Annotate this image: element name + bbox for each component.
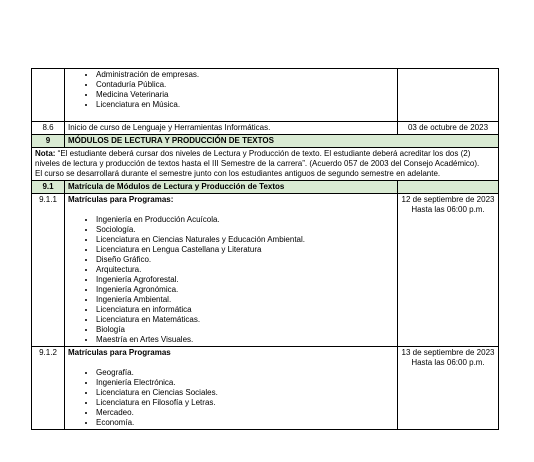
subsection-header-row	[32, 181, 499, 194]
list-heading: Matrículas para Programas	[68, 348, 171, 357]
list-item: • Licenciatura en Filosofía y Letras.	[96, 398, 394, 408]
list-item: • Medicina Veterinaria	[96, 90, 394, 100]
program-list-cell	[65, 347, 398, 430]
list-item: • Licenciatura en Matemáticas.	[96, 315, 394, 325]
list-item: • Sociología.	[96, 225, 394, 235]
deadline-time: Hasta las 06:00 p.m.	[411, 358, 485, 367]
table-row	[32, 69, 499, 122]
list-item: • Diseño Gráfico.	[96, 255, 394, 265]
table-row	[32, 194, 499, 347]
deadline-date: 12 de septiembre de 2023	[401, 195, 495, 204]
row-number: 8.6	[32, 122, 65, 135]
schedule-table	[31, 68, 499, 430]
date-cell	[398, 347, 499, 430]
subsection-number: 9.1	[32, 181, 65, 194]
program-list	[68, 215, 394, 345]
note-row	[32, 148, 499, 181]
list-item: • Arquitectura.	[96, 265, 394, 275]
list-item: • Geografía.	[96, 368, 394, 378]
program-list	[68, 368, 394, 428]
list-item: • Ingeniería Ambiental.	[96, 295, 394, 305]
list-item: • Licenciatura en informática	[96, 305, 394, 315]
note-cell	[32, 148, 499, 181]
list-item: • Economía.	[96, 418, 394, 428]
deadline-date: 13 de septiembre de 2023	[401, 348, 495, 357]
table-row	[32, 347, 499, 430]
list-item: • Ingeniería Agroforestal.	[96, 275, 394, 285]
row-number: 9.1.1	[32, 194, 65, 347]
deadline-time: Hasta las 06:00 p.m.	[411, 205, 485, 214]
list-heading: Matrículas para Programas:	[68, 195, 174, 204]
note-label: Nota:	[35, 149, 56, 158]
list-item: • Biología	[96, 325, 394, 335]
list-item: • Licenciatura en Ciencias Naturales y Educación Ambiental.	[96, 235, 394, 245]
note-text: “El estudiante deberá cursar dos niveles de Lectura y Producción de texto. El estudiante deberá acreditar los dos (2) niveles de lectura y producción de textos hasta el III Semestre de la carrera”. (Acuerdo 057 de 2003 del Consejo Académico).	[35, 149, 480, 168]
list-item: • Licenciatura en Música.	[96, 100, 394, 110]
list-item: • Licenciatura en Ciencias Sociales.	[96, 388, 394, 398]
program-list-cell	[65, 194, 398, 347]
list-item: • Mercadeo.	[96, 408, 394, 418]
list-item: • Ingeniería Agronómica.	[96, 285, 394, 295]
subsection-title: Matrícula de Módulos de Lectura y Producción de Textos	[65, 181, 398, 194]
list-item: • Contaduría Pública.	[96, 80, 394, 90]
section-header-row	[32, 135, 499, 148]
program-list	[68, 70, 394, 110]
note-text-2: El curso se desarrollará durante el semestre junto con los estudiantes antiguos de segundo semestre en adelante.	[35, 169, 441, 178]
list-item: • Ingeniería en Producción Acuícola.	[96, 215, 394, 225]
section-number: 9	[32, 135, 65, 148]
section-title: MÓDULOS DE LECTURA Y PRODUCCIÓN DE TEXTOS	[65, 135, 499, 148]
table-row	[32, 122, 499, 135]
program-list-cell	[65, 69, 398, 122]
date-cell	[398, 194, 499, 347]
list-item: • Ingeniería Electrónica.	[96, 378, 394, 388]
list-item: • Administración de empresas.	[96, 70, 394, 80]
row-text: Inicio de curso de Lenguaje y Herramientas Informáticas.	[65, 122, 398, 135]
list-item: • Maestría en Artes Visuales.	[96, 335, 394, 345]
row-number: 9.1.2	[32, 347, 65, 430]
list-item: • Licenciatura en Lengua Castellana y Literatura	[96, 245, 394, 255]
row-date: 03 de octubre de 2023	[398, 122, 499, 135]
